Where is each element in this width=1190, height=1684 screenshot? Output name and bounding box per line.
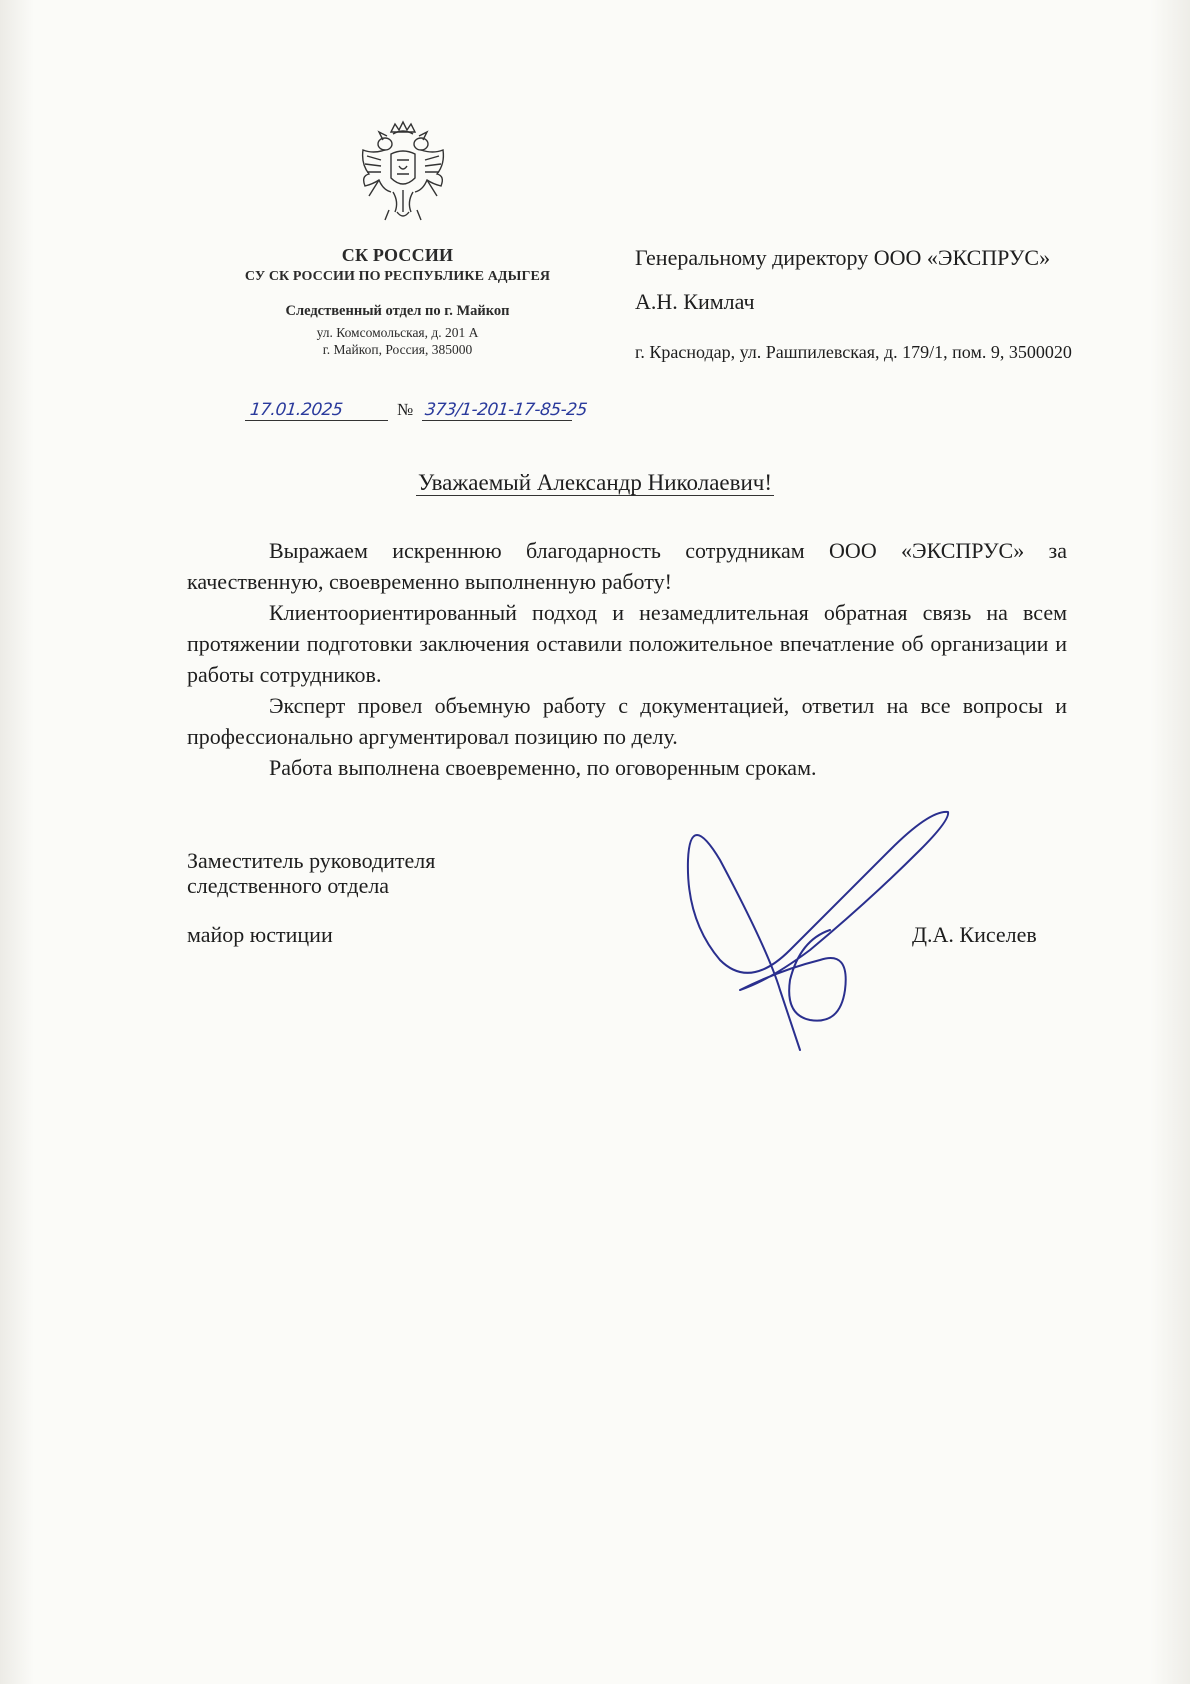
body-paragraph: Работа выполнена своевременно, по оговоренным срокам. — [269, 755, 817, 780]
number-label: № — [397, 400, 414, 419]
body-paragraph: Клиентоориентированный подход и незамедлительная обратная связь на всем протяжении подготовки заключения оставили положительное впечатление об организации и работы сотрудников. — [187, 600, 1067, 687]
recipient-position: Генеральному директору ООО «ЭКСПРУС» — [635, 245, 1051, 270]
document-reference — [245, 398, 595, 430]
scan-shadow-left — [0, 0, 34, 1684]
letter-body — [187, 535, 1067, 783]
scan-shadow-right — [1150, 0, 1190, 1684]
sender-address-city: г. Майкоп, Россия, 385000 — [322, 342, 473, 357]
recipient-block — [635, 245, 1085, 363]
signatory-name: Д.А. Киселев — [912, 922, 1037, 947]
number-underline — [422, 420, 572, 421]
recipient-name: А.Н. Кимлач — [635, 289, 755, 314]
double-headed-eagle-emblem-icon — [355, 120, 451, 230]
salutation — [0, 470, 1190, 496]
date-underline — [245, 420, 388, 421]
sender-address-street: ул. Комсомольская, д. 201 А — [316, 325, 479, 340]
recipient-address: г. Краснодар, ул. Рашпилевская, д. 179/1, пом. 9, 3500020 — [635, 342, 1072, 362]
signatory-title — [187, 848, 435, 898]
sender-department: Следственный отдел по г. Майкоп — [285, 303, 510, 319]
signatory-title-line1: Заместитель руководителя — [187, 848, 436, 873]
sender-org-subdivision: СУ СК РОССИИ ПО РЕСПУБЛИКЕ АДЫГЕЯ — [244, 269, 551, 284]
sender-block — [200, 245, 595, 358]
document-number: 373/1-201-17-85-25 — [423, 400, 588, 420]
body-paragraph: Выражаем искреннюю благодарность сотрудникам ООО «ЭКСПРУС» за качественную, своевременно выполненную работу! — [187, 538, 1067, 594]
salutation-text: Уважаемый Александр Николаевич! — [417, 470, 773, 495]
sender-org-name: СК РОССИИ — [341, 245, 454, 265]
body-paragraph: Эксперт провел объемную работу с документацией, ответил на все вопросы и профессионально аргументировал позицию по делу. — [187, 693, 1067, 749]
signatory-rank: майор юстиции — [187, 922, 333, 947]
handwritten-signature — [680, 800, 960, 1060]
document-date: 17.01.2025 — [248, 400, 344, 420]
signatory-title-line2: следственного отдела — [187, 873, 390, 898]
